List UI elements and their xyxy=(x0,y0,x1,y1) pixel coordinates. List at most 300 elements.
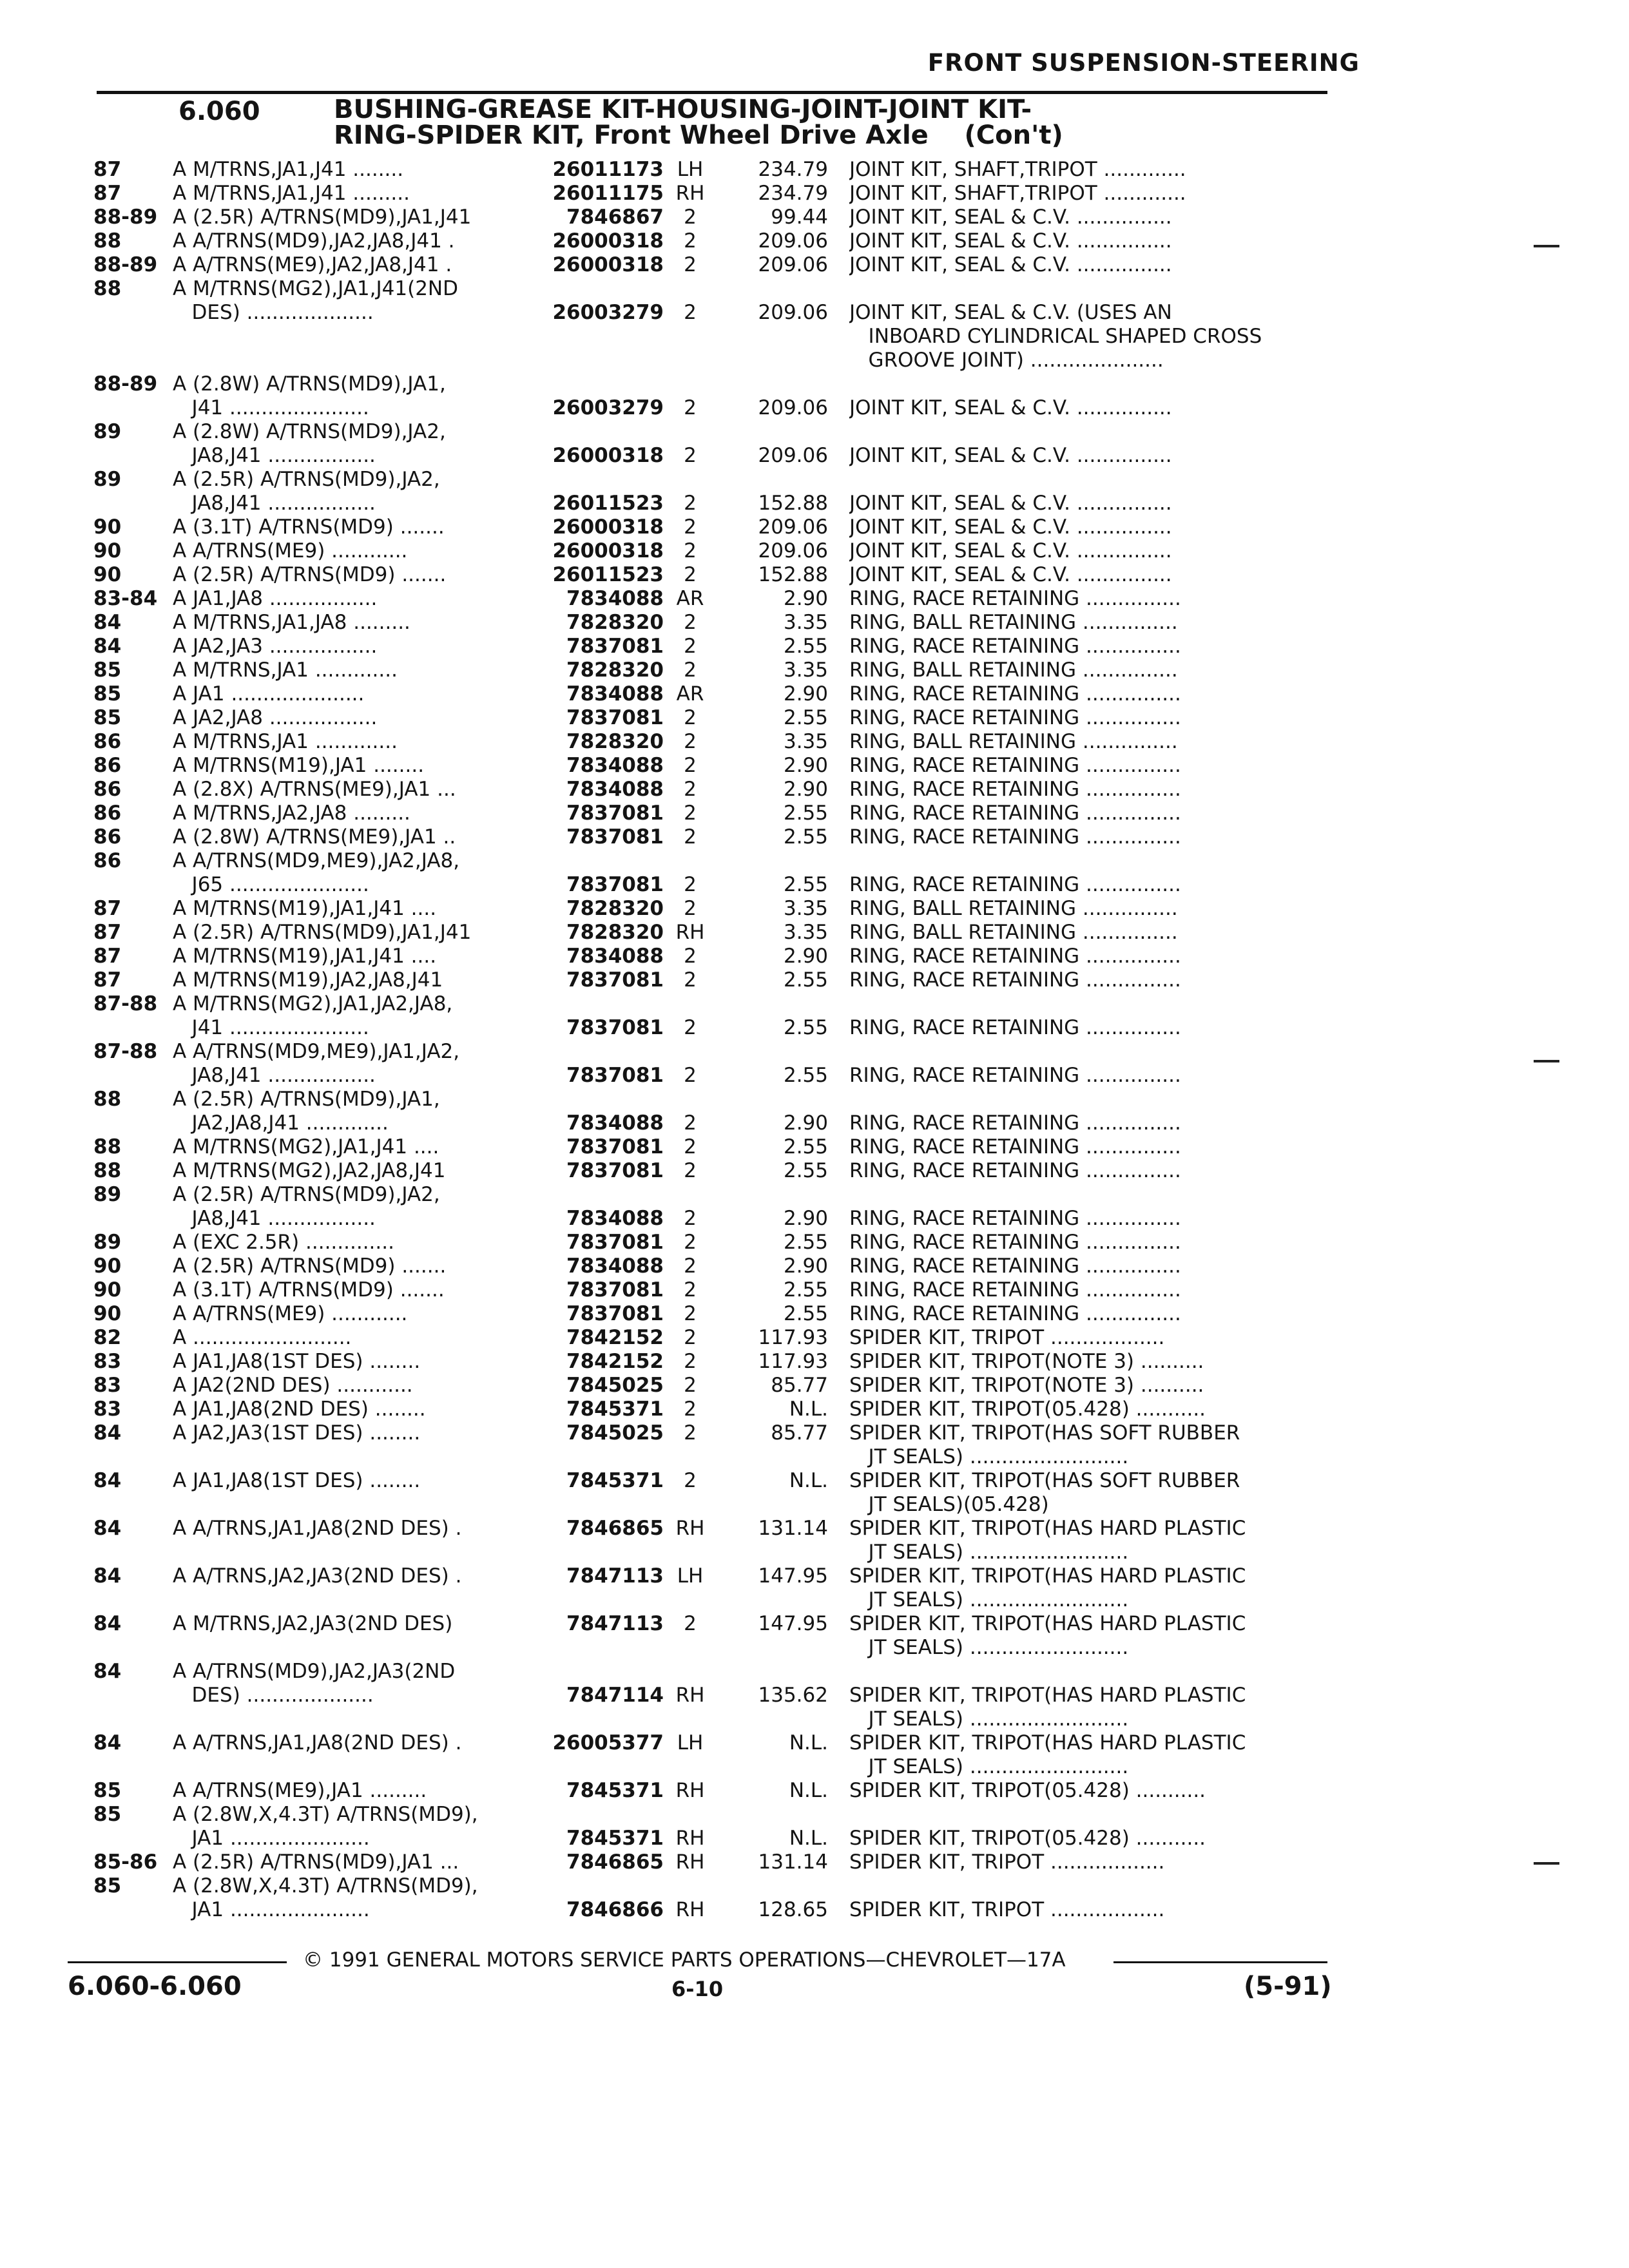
price: 2.90 xyxy=(783,945,828,968)
table-row xyxy=(0,349,1629,372)
quantity: 2 xyxy=(684,706,697,729)
part-number: 26000318 xyxy=(552,229,664,253)
description: JT SEALS) ......................... xyxy=(849,1755,1129,1778)
figure-ref: 88 xyxy=(93,277,122,300)
part-number: 7828320 xyxy=(566,658,664,682)
price: 2.55 xyxy=(783,1231,828,1254)
description: JOINT KIT, SEAL & C.V. ............... xyxy=(849,563,1172,586)
application: JA8,J41 ................. xyxy=(173,1064,376,1087)
quantity: 2 xyxy=(684,1254,697,1278)
application: A A/TRNS(MD9,ME9),JA2,JA8, xyxy=(173,849,460,872)
quantity: 2 xyxy=(684,658,697,682)
table-row xyxy=(0,1088,1629,1111)
part-number: 7834088 xyxy=(566,1254,664,1278)
description: RING, RACE RETAINING ............... xyxy=(849,1278,1181,1302)
table-row xyxy=(0,1135,1629,1159)
description: RING, RACE RETAINING ............... xyxy=(849,1135,1181,1158)
price: 2.90 xyxy=(783,587,828,610)
table-row xyxy=(0,1827,1629,1850)
part-number: 7834088 xyxy=(566,587,664,610)
table-row xyxy=(0,658,1629,682)
application: A ......................... xyxy=(173,1326,352,1349)
table-row xyxy=(0,1803,1629,1827)
application: JA8,J41 ................. xyxy=(173,444,376,467)
quantity: 2 xyxy=(684,515,697,539)
application: A M/TRNS(M19),JA2,JA8,J41 xyxy=(173,968,443,992)
quantity: 2 xyxy=(684,1159,697,1182)
footer-rule-left xyxy=(68,1961,287,1963)
description: SPIDER KIT, TRIPOT(HAS HARD PLASTIC xyxy=(849,1517,1246,1540)
price: 135.62 xyxy=(758,1684,828,1707)
application: A M/TRNS(MG2),JA1,J41(2ND xyxy=(173,277,458,300)
table-row xyxy=(0,873,1629,897)
application: A M/TRNS,JA2,JA8 ......... xyxy=(173,802,410,825)
part-number: 7845025 xyxy=(566,1421,664,1445)
figure-ref: 87 xyxy=(93,182,122,205)
figure-ref: 90 xyxy=(93,563,122,586)
price: 2.90 xyxy=(783,682,828,706)
price: N.L. xyxy=(789,1469,828,1492)
application: A A/TRNS(ME9) ............ xyxy=(173,539,408,562)
table-row xyxy=(0,325,1629,349)
figure-ref: 86 xyxy=(93,825,122,849)
description: RING, RACE RETAINING ............... xyxy=(849,1302,1181,1325)
part-number: 26000318 xyxy=(552,539,664,562)
description: RING, RACE RETAINING ............... xyxy=(849,778,1181,801)
quantity: 2 xyxy=(684,444,697,467)
table-row xyxy=(0,1541,1629,1564)
figure-ref: 90 xyxy=(93,1278,122,1302)
table-row xyxy=(0,1040,1629,1064)
table-row xyxy=(0,277,1629,301)
figure-ref: 88 xyxy=(93,1135,122,1158)
application: A A/TRNS(ME9),JA2,JA8,J41 . xyxy=(173,253,452,276)
table-row xyxy=(0,968,1629,992)
part-number: 7828320 xyxy=(566,611,664,634)
description: RING, RACE RETAINING ............... xyxy=(849,706,1181,729)
description: RING, BALL RETAINING ............... xyxy=(849,730,1178,753)
figure-ref: 86 xyxy=(93,730,122,753)
description: RING, RACE RETAINING ............... xyxy=(849,1016,1181,1039)
table-row xyxy=(0,992,1629,1016)
part-number: 7845025 xyxy=(566,1374,664,1397)
application: A (2.8W,X,4.3T) A/TRNS(MD9), xyxy=(173,1874,478,1898)
quantity: AR xyxy=(676,682,704,706)
table-row xyxy=(0,1850,1629,1874)
description: JT SEALS) ......................... xyxy=(849,1636,1129,1659)
figure-ref: 90 xyxy=(93,1302,122,1325)
price: 3.35 xyxy=(783,611,828,634)
header-rule xyxy=(97,91,1327,94)
table-row xyxy=(0,301,1629,325)
quantity: RH xyxy=(675,182,705,205)
application: A (2.5R) A/TRNS(MD9),JA1, xyxy=(173,1088,440,1111)
figure-ref: 86 xyxy=(93,778,122,801)
part-number: 7837081 xyxy=(566,873,664,896)
price: 152.88 xyxy=(758,492,828,515)
price: 2.55 xyxy=(783,873,828,896)
application: A (2.8W) A/TRNS(ME9),JA1 .. xyxy=(173,825,456,849)
application: DES) .................... xyxy=(173,301,374,324)
figure-ref: 86 xyxy=(93,802,122,825)
description: JT SEALS) ......................... xyxy=(849,1445,1129,1468)
price: 85.77 xyxy=(771,1374,828,1397)
application: A JA2(2ND DES) ............ xyxy=(173,1374,413,1397)
part-number: 7845371 xyxy=(566,1779,664,1802)
quantity: 2 xyxy=(684,635,697,658)
description: SPIDER KIT, TRIPOT(HAS HARD PLASTIC xyxy=(849,1731,1246,1754)
quantity: 2 xyxy=(684,754,697,777)
part-number: 7847113 xyxy=(566,1612,664,1635)
description: RING, RACE RETAINING ............... xyxy=(849,1254,1181,1278)
application: J41 ...................... xyxy=(173,1016,369,1039)
table-row xyxy=(0,1612,1629,1636)
margin-mark xyxy=(1534,1862,1559,1865)
table-row xyxy=(0,1898,1629,1922)
description: JOINT KIT, SEAL & C.V. (USES AN xyxy=(849,301,1172,324)
price: 2.55 xyxy=(783,1016,828,1039)
part-number: 26005377 xyxy=(552,1731,664,1754)
price: 234.79 xyxy=(758,182,828,205)
description: SPIDER KIT, TRIPOT .................. xyxy=(849,1898,1165,1921)
table-row xyxy=(0,1445,1629,1469)
figure-ref: 89 xyxy=(93,1183,122,1206)
quantity: 2 xyxy=(684,1421,697,1445)
part-number: 26003279 xyxy=(552,396,664,419)
quantity: 2 xyxy=(684,229,697,253)
application: A (3.1T) A/TRNS(MD9) ....... xyxy=(173,515,445,539)
figure-ref: 83 xyxy=(93,1350,122,1373)
price: 147.95 xyxy=(758,1612,828,1635)
quantity: 2 xyxy=(684,1350,697,1373)
table-row xyxy=(0,849,1629,873)
table-row xyxy=(0,611,1629,635)
table-row xyxy=(0,1111,1629,1135)
quantity: 2 xyxy=(684,492,697,515)
table-row xyxy=(0,372,1629,396)
price: 209.06 xyxy=(758,539,828,562)
table-row xyxy=(0,1278,1629,1302)
table-row xyxy=(0,1207,1629,1231)
table-row xyxy=(0,1016,1629,1040)
figure-ref: 89 xyxy=(93,468,122,491)
application: A A/TRNS,JA1,JA8(2ND DES) . xyxy=(173,1517,462,1540)
price: 152.88 xyxy=(758,563,828,586)
application: A (2.8W) A/TRNS(MD9),JA2, xyxy=(173,420,446,443)
figure-ref: 84 xyxy=(93,1469,122,1492)
part-number: 7828320 xyxy=(566,730,664,753)
quantity: 2 xyxy=(684,802,697,825)
table-row xyxy=(0,1064,1629,1088)
description: RING, RACE RETAINING ............... xyxy=(849,825,1181,849)
price: 2.55 xyxy=(783,802,828,825)
figure-ref: 85 xyxy=(93,1874,122,1898)
application: A A/TRNS,JA1,JA8(2ND DES) . xyxy=(173,1731,462,1754)
table-row xyxy=(0,468,1629,492)
description: SPIDER KIT, TRIPOT(HAS SOFT RUBBER xyxy=(849,1469,1240,1492)
figure-ref: 87-88 xyxy=(93,992,158,1015)
application: A JA2,JA3(1ST DES) ........ xyxy=(173,1421,421,1445)
price: 131.14 xyxy=(758,1850,828,1874)
price: 2.90 xyxy=(783,1111,828,1135)
part-number: 7842152 xyxy=(566,1326,664,1349)
quantity: RH xyxy=(675,921,705,944)
price: 209.06 xyxy=(758,444,828,467)
part-number: 7845371 xyxy=(566,1469,664,1492)
figure-ref: 87 xyxy=(93,158,122,181)
application: A A/TRNS(ME9),JA1 ......... xyxy=(173,1779,427,1802)
figure-ref: 87 xyxy=(93,921,122,944)
table-row xyxy=(0,1421,1629,1445)
application: J65 ...................... xyxy=(173,873,369,896)
part-number: 26011523 xyxy=(552,563,664,586)
table-row xyxy=(0,206,1629,229)
price: 2.55 xyxy=(783,1135,828,1158)
quantity: 2 xyxy=(684,1469,697,1492)
application: A M/TRNS(MG2),JA1,JA2,JA8, xyxy=(173,992,453,1015)
part-number: 7847114 xyxy=(566,1684,664,1707)
part-number: 7846865 xyxy=(566,1850,664,1874)
price: 2.90 xyxy=(783,754,828,777)
section-title-line2: RING-SPIDER KIT, Front Wheel Drive Axle (Con't) xyxy=(334,120,1063,150)
description: RING, RACE RETAINING ............... xyxy=(849,945,1181,968)
price: 128.65 xyxy=(758,1898,828,1921)
application: A JA2,JA3 ................. xyxy=(173,635,378,658)
figure-ref: 84 xyxy=(93,1731,122,1754)
table-row xyxy=(0,539,1629,563)
application: A A/TRNS(MD9),JA2,JA8,J41 . xyxy=(173,229,455,253)
revision-date: (5-91) xyxy=(1244,1972,1332,2001)
part-number: 7837081 xyxy=(566,1302,664,1325)
quantity: 2 xyxy=(684,945,697,968)
description: RING, RACE RETAINING ............... xyxy=(849,682,1181,706)
description: RING, RACE RETAINING ............... xyxy=(849,1111,1181,1135)
description: SPIDER KIT, TRIPOT(NOTE 3) .......... xyxy=(849,1374,1204,1397)
quantity: 2 xyxy=(684,1326,697,1349)
application: J41 ...................... xyxy=(173,396,369,419)
application: A (2.5R) A/TRNS(MD9),JA1,J41 xyxy=(173,206,472,229)
application: A (3.1T) A/TRNS(MD9) ....... xyxy=(173,1278,445,1302)
quantity: 2 xyxy=(684,253,697,276)
description: JT SEALS) ......................... xyxy=(849,1541,1129,1564)
quantity: 2 xyxy=(684,1207,697,1230)
table-row xyxy=(0,229,1629,253)
description: SPIDER KIT, TRIPOT(05.428) ........... xyxy=(849,1827,1206,1850)
application: JA2,JA8,J41 ............. xyxy=(173,1111,389,1135)
part-number: 26011523 xyxy=(552,492,664,515)
price: 3.35 xyxy=(783,658,828,682)
part-number: 7834088 xyxy=(566,778,664,801)
price: 147.95 xyxy=(758,1564,828,1588)
description: RING, RACE RETAINING ............... xyxy=(849,587,1181,610)
table-row xyxy=(0,1874,1629,1898)
table-row xyxy=(0,1517,1629,1541)
description: JOINT KIT, SEAL & C.V. ............... xyxy=(849,492,1172,515)
quantity: 2 xyxy=(684,1278,697,1302)
figure-ref: 84 xyxy=(93,1660,122,1683)
quantity: 2 xyxy=(684,968,697,992)
figure-ref: 87-88 xyxy=(93,1040,158,1063)
description: SPIDER KIT, TRIPOT(HAS HARD PLASTIC xyxy=(849,1684,1246,1707)
description: SPIDER KIT, TRIPOT(05.428) ........... xyxy=(849,1779,1206,1802)
figure-ref: 90 xyxy=(93,1254,122,1278)
description: JOINT KIT, SEAL & C.V. ............... xyxy=(849,396,1172,419)
application: A M/TRNS,JA2,JA3(2ND DES) xyxy=(173,1612,453,1635)
table-row xyxy=(0,897,1629,921)
table-row xyxy=(0,945,1629,968)
quantity: LH xyxy=(677,1564,704,1588)
price: 3.35 xyxy=(783,897,828,920)
figure-ref: 85 xyxy=(93,658,122,682)
figure-ref: 88 xyxy=(93,1159,122,1182)
part-number: 7847113 xyxy=(566,1564,664,1588)
table-row xyxy=(0,587,1629,611)
description: RING, BALL RETAINING ............... xyxy=(849,658,1178,682)
table-row xyxy=(0,754,1629,778)
figure-ref: 85 xyxy=(93,706,122,729)
part-number: 26000318 xyxy=(552,253,664,276)
application: A A/TRNS(MD9),JA2,JA3(2ND xyxy=(173,1660,456,1683)
table-row xyxy=(0,444,1629,468)
description: JOINT KIT, SEAL & C.V. ............... xyxy=(849,515,1172,539)
description: RING, RACE RETAINING ............... xyxy=(849,1231,1181,1254)
quantity: 2 xyxy=(684,396,697,419)
part-number: 7842152 xyxy=(566,1350,664,1373)
page-title: FRONT SUSPENSION-STEERING xyxy=(927,49,1360,77)
figure-ref: 84 xyxy=(93,1421,122,1445)
price: N.L. xyxy=(789,1779,828,1802)
description: INBOARD CYLINDRICAL SHAPED CROSS xyxy=(849,325,1262,348)
description: RING, RACE RETAINING ............... xyxy=(849,1207,1181,1230)
price: 3.35 xyxy=(783,921,828,944)
part-number: 7845371 xyxy=(566,1398,664,1421)
part-number: 7837081 xyxy=(566,1231,664,1254)
description: RING, BALL RETAINING ............... xyxy=(849,897,1178,920)
figure-ref: 90 xyxy=(93,539,122,562)
table-row xyxy=(0,730,1629,754)
quantity: 2 xyxy=(684,873,697,896)
application: A (2.8X) A/TRNS(ME9),JA1 ... xyxy=(173,778,456,801)
part-number: 7837081 xyxy=(566,1278,664,1302)
table-row xyxy=(0,1326,1629,1350)
description: RING, RACE RETAINING ............... xyxy=(849,802,1181,825)
price: 2.55 xyxy=(783,825,828,849)
table-row xyxy=(0,706,1629,730)
description: JOINT KIT, SEAL & C.V. ............... xyxy=(849,253,1172,276)
part-number: 26003279 xyxy=(552,301,664,324)
application: DES) .................... xyxy=(173,1684,374,1707)
quantity: RH xyxy=(675,1779,705,1802)
margin-mark xyxy=(1534,1060,1559,1062)
table-row xyxy=(0,921,1629,945)
application: A JA2,JA8 ................. xyxy=(173,706,378,729)
price: 234.79 xyxy=(758,158,828,181)
table-row xyxy=(0,515,1629,539)
part-number: 7834088 xyxy=(566,1207,664,1230)
application: A (2.5R) A/TRNS(MD9) ....... xyxy=(173,563,447,586)
table-row xyxy=(0,1302,1629,1326)
part-number: 26000318 xyxy=(552,515,664,539)
table-row xyxy=(0,1731,1629,1755)
price: 2.55 xyxy=(783,968,828,992)
figure-ref: 85 xyxy=(93,1779,122,1802)
table-row xyxy=(0,1254,1629,1278)
figure-ref: 88 xyxy=(93,229,122,253)
price: 117.93 xyxy=(758,1326,828,1349)
quantity: 2 xyxy=(684,1111,697,1135)
price: 209.06 xyxy=(758,301,828,324)
figure-ref: 88-89 xyxy=(93,372,158,396)
quantity: 2 xyxy=(684,206,697,229)
price: 2.55 xyxy=(783,1302,828,1325)
application: A A/TRNS,JA2,JA3(2ND DES) . xyxy=(173,1564,462,1588)
quantity: 2 xyxy=(684,539,697,562)
table-row xyxy=(0,825,1629,849)
application: A (2.5R) A/TRNS(MD9) ....... xyxy=(173,1254,447,1278)
price: N.L. xyxy=(789,1827,828,1850)
figure-ref: 84 xyxy=(93,611,122,634)
table-row xyxy=(0,802,1629,825)
part-number: 26000318 xyxy=(552,444,664,467)
description: JOINT KIT, SEAL & C.V. ............... xyxy=(849,539,1172,562)
application: JA1 ...................... xyxy=(173,1827,370,1850)
price: 85.77 xyxy=(771,1421,828,1445)
quantity: 2 xyxy=(684,1612,697,1635)
description: RING, BALL RETAINING ............... xyxy=(849,921,1178,944)
quantity: 2 xyxy=(684,1398,697,1421)
application: A (EXC 2.5R) .............. xyxy=(173,1231,394,1254)
figure-ref: 88 xyxy=(93,1088,122,1111)
description: RING, RACE RETAINING ............... xyxy=(849,1064,1181,1087)
description: JT SEALS) ......................... xyxy=(849,1707,1129,1731)
table-row xyxy=(0,253,1629,277)
description: SPIDER KIT, TRIPOT .................. xyxy=(849,1850,1165,1874)
application: A M/TRNS,JA1,J41 ........ xyxy=(173,158,404,181)
part-number: 7837081 xyxy=(566,968,664,992)
part-number: 7834088 xyxy=(566,754,664,777)
table-row xyxy=(0,1350,1629,1374)
application: JA8,J41 ................. xyxy=(173,1207,376,1230)
quantity: 2 xyxy=(684,611,697,634)
price: N.L. xyxy=(789,1398,828,1421)
copyright-line: © 1991 GENERAL MOTORS SERVICE PARTS OPERATIONS—CHEVROLET—17A xyxy=(303,1948,1066,1972)
table-row xyxy=(0,1469,1629,1493)
application: A JA1,JA8 ................. xyxy=(173,587,378,610)
table-row xyxy=(0,492,1629,515)
application: A A/TRNS(MD9,ME9),JA1,JA2, xyxy=(173,1040,460,1063)
price: 99.44 xyxy=(771,206,828,229)
figure-ref: 89 xyxy=(93,1231,122,1254)
figure-ref: 84 xyxy=(93,1612,122,1635)
figure-ref: 83-84 xyxy=(93,587,158,610)
table-row xyxy=(0,182,1629,206)
table-row xyxy=(0,1493,1629,1517)
description: RING, BALL RETAINING ............... xyxy=(849,611,1178,634)
part-number: 7846867 xyxy=(566,206,664,229)
quantity: LH xyxy=(677,158,704,181)
part-number: 7828320 xyxy=(566,897,664,920)
footer-rule-right xyxy=(1113,1961,1327,1963)
description: SPIDER KIT, TRIPOT .................. xyxy=(849,1326,1165,1349)
quantity: 2 xyxy=(684,1231,697,1254)
application: JA8,J41 ................. xyxy=(173,492,376,515)
table-row xyxy=(0,682,1629,706)
table-row xyxy=(0,1707,1629,1731)
figure-ref: 84 xyxy=(93,635,122,658)
price: 209.06 xyxy=(758,253,828,276)
table-row xyxy=(0,1588,1629,1612)
part-number: 7837081 xyxy=(566,1135,664,1158)
